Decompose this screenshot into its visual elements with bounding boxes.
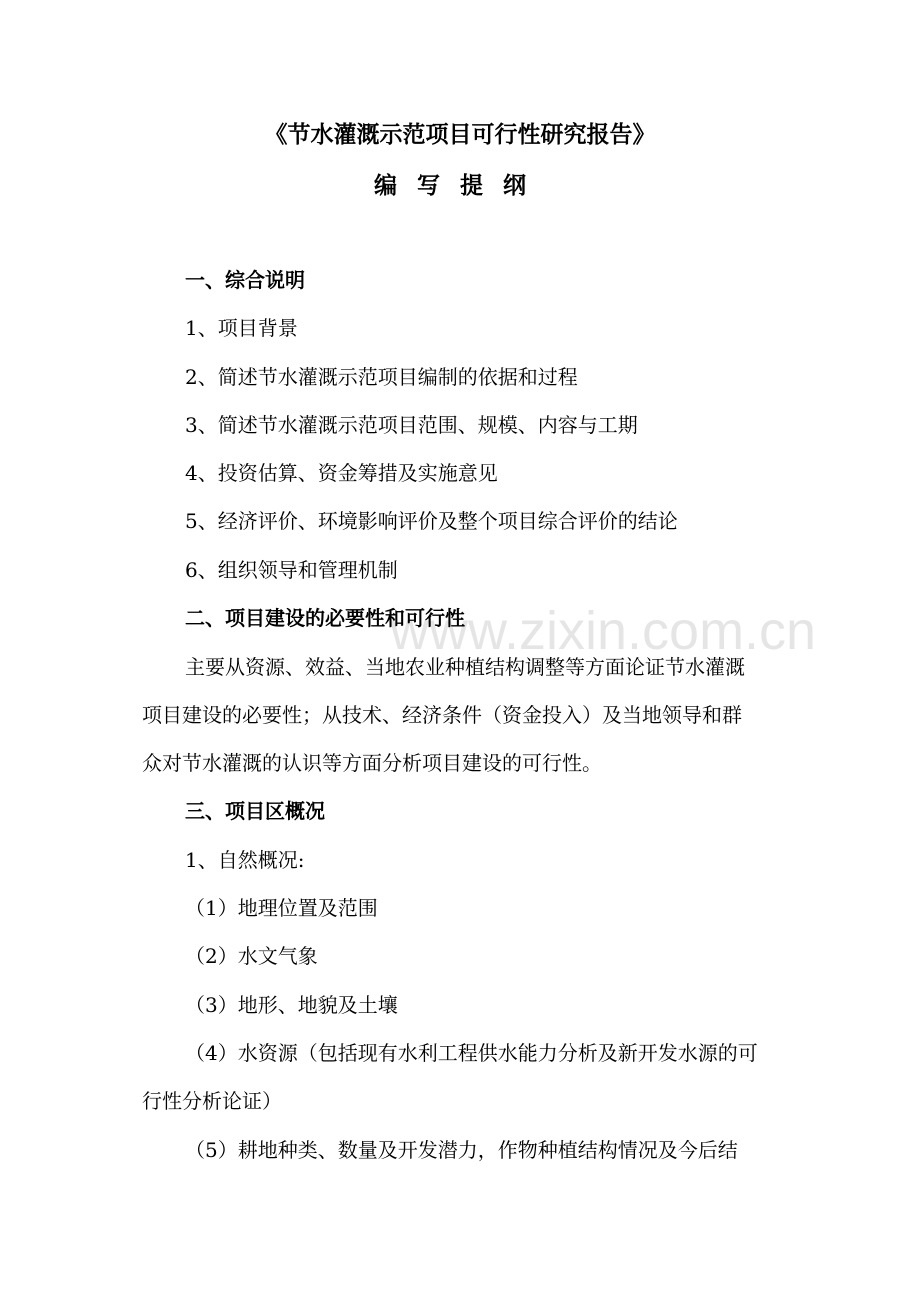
list-item: （2）水文气象 [185, 944, 318, 968]
list-item: 5、经济评价、环境影响评价及整个项目综合评价的结论 [185, 509, 678, 533]
list-item: （4）水资源（包括现有水利工程供水能力分析及新开发水源的可 [185, 1041, 758, 1065]
list-item-continuation: 行性分析论证） [142, 1089, 282, 1113]
list-item: 6、组织领导和管理机制 [185, 558, 398, 582]
paragraph-line: 主要从资源、效益、当地农业种植结构调整等方面论证节水灌溉 [185, 655, 745, 679]
section-heading-1: 一、综合说明 [185, 268, 305, 292]
section-heading-2: 二、项目建设的必要性和可行性 [185, 606, 465, 630]
list-item: 2、简述节水灌溉示范项目编制的依据和过程 [185, 365, 578, 389]
watermark: www.zixin.com.cn [390, 601, 817, 661]
subsection-heading: 1、自然概况: [185, 848, 305, 872]
list-item: 3、简述节水灌溉示范项目范围、规模、内容与工期 [185, 413, 638, 437]
document-title: 《节水灌溉示范项目可行性研究报告》 [264, 121, 656, 148]
list-item: （1）地理位置及范围 [185, 896, 378, 920]
paragraph-line: 项目建设的必要性；从技术、经济条件（资金投入）及当地领导和群 [142, 703, 742, 727]
list-item: 1、项目背景 [185, 316, 298, 340]
document-subtitle: 编写提纲 [374, 172, 546, 199]
paragraph-line: 众对节水灌溉的认识等方面分析项目建设的可行性。 [142, 751, 602, 775]
list-item: （5）耕地种类、数量及开发潜力，作物种植结构情况及今后结 [185, 1138, 738, 1162]
list-item: 4、投资估算、资金筹措及实施意见 [185, 461, 498, 485]
list-item: （3）地形、地貌及土壤 [185, 993, 398, 1017]
section-heading-3: 三、项目区概况 [185, 799, 325, 823]
